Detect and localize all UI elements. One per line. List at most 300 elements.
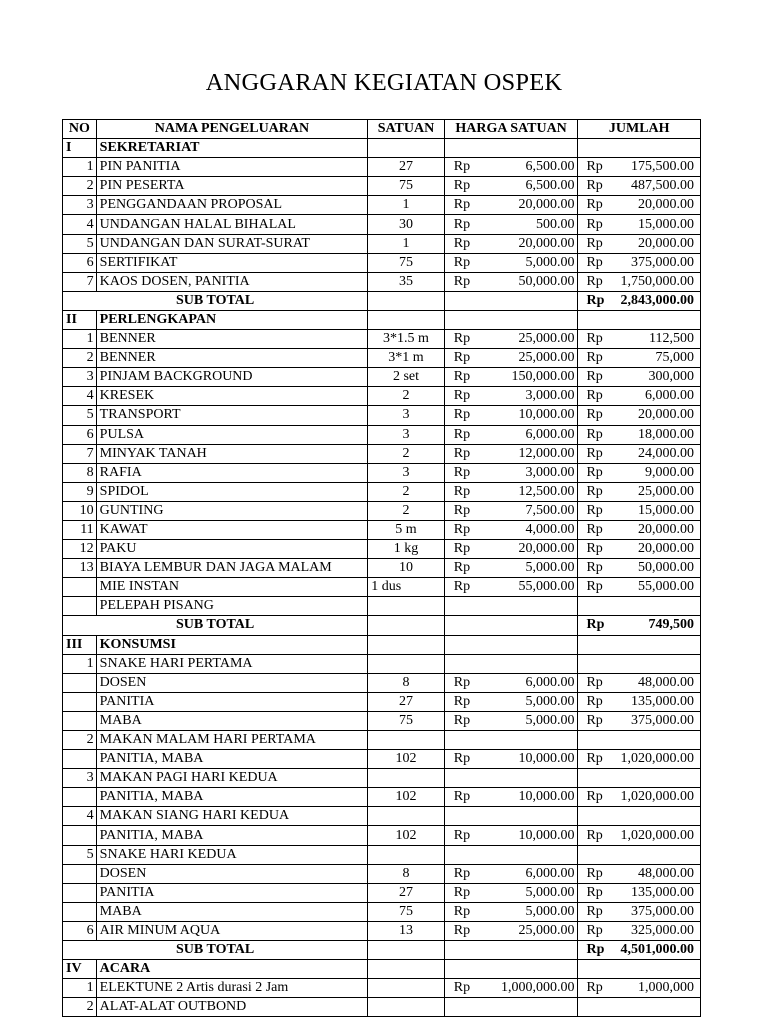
subtotal-value <box>578 941 701 960</box>
item-satuan <box>368 998 445 1017</box>
currency-label: Rp <box>586 579 603 595</box>
section-number: II <box>63 310 97 329</box>
currency-label: Rp <box>586 159 603 175</box>
item-harga <box>444 482 578 501</box>
item-name: PANITIA <box>96 692 368 711</box>
item-jumlah <box>578 368 701 387</box>
amount-value: 3,000.00 <box>525 464 575 480</box>
item-number <box>63 578 97 597</box>
item-number <box>63 673 97 692</box>
empty-cell <box>578 635 701 654</box>
amount-value: 500.00 <box>535 216 575 232</box>
item-jumlah <box>578 769 701 788</box>
table-row <box>63 444 701 463</box>
amount-value: 4,000.00 <box>525 522 575 538</box>
item-satuan: 5 m <box>368 520 445 539</box>
empty-cell <box>444 616 578 635</box>
currency-label: Rp <box>586 693 603 709</box>
item-number: 2 <box>63 349 97 368</box>
currency-label: Rp <box>586 292 605 308</box>
item-name: SNAKE HARI PERTAMA <box>96 654 368 673</box>
empty-cell <box>368 139 445 158</box>
amount-value: 15,000.00 <box>638 502 694 518</box>
table-row <box>63 330 701 349</box>
item-harga <box>444 979 578 998</box>
item-name: SNAKE HARI KEDUA <box>96 845 368 864</box>
item-jumlah <box>578 921 701 940</box>
item-jumlah <box>578 692 701 711</box>
currency-label: Rp <box>586 789 603 805</box>
amount-value: 20,000.00 <box>518 235 575 251</box>
currency-label: Rp <box>586 273 603 289</box>
currency-label: Rp <box>453 980 471 996</box>
currency-label: Rp <box>586 865 603 881</box>
amount-value: 5,000.00 <box>525 884 575 900</box>
currency-label: Rp <box>453 331 471 347</box>
subtotal-value <box>578 291 701 310</box>
item-name: MINYAK TANAH <box>96 444 368 463</box>
amount-value: 50,000.00 <box>638 560 694 576</box>
item-harga <box>444 196 578 215</box>
table-row <box>63 902 701 921</box>
currency-label: Rp <box>453 903 471 919</box>
header-name: NAMA PENGELUARAN <box>96 120 368 139</box>
item-jumlah <box>578 864 701 883</box>
item-harga <box>444 463 578 482</box>
item-number: 4 <box>63 387 97 406</box>
item-harga <box>444 750 578 769</box>
item-satuan: 13 <box>368 921 445 940</box>
item-number: 4 <box>63 807 97 826</box>
item-number: 4 <box>63 215 97 234</box>
item-jumlah <box>578 501 701 520</box>
table-row <box>63 845 701 864</box>
currency-label: Rp <box>586 712 603 728</box>
item-number: 8 <box>63 463 97 482</box>
currency-label: Rp <box>453 502 471 518</box>
item-harga <box>444 711 578 730</box>
item-name: RAFIA <box>96 463 368 482</box>
item-satuan: 2 <box>368 482 445 501</box>
header-no: NO <box>63 120 97 139</box>
amount-value: 300,000 <box>648 369 694 385</box>
item-number: 5 <box>63 234 97 253</box>
currency-label: Rp <box>453 407 471 423</box>
item-satuan: 8 <box>368 864 445 883</box>
amount-value: 1,000,000 <box>638 980 694 996</box>
table-row <box>63 158 701 177</box>
item-jumlah <box>578 597 701 616</box>
item-number: 7 <box>63 444 97 463</box>
currency-label: Rp <box>586 903 603 919</box>
amount-value: 375,000.00 <box>631 712 694 728</box>
currency-label: Rp <box>586 464 603 480</box>
item-jumlah <box>578 711 701 730</box>
header-satuan: SATUAN <box>368 120 445 139</box>
amount-value: 6,000.00 <box>525 865 575 881</box>
amount-value: 20,000.00 <box>638 522 694 538</box>
item-number <box>63 750 97 769</box>
item-jumlah <box>578 788 701 807</box>
currency-label: Rp <box>586 617 605 633</box>
item-jumlah <box>578 253 701 272</box>
item-harga <box>444 826 578 845</box>
amount-value: 175,500.00 <box>631 159 694 175</box>
currency-label: Rp <box>453 865 471 881</box>
item-name: SPIDOL <box>96 482 368 501</box>
empty-cell <box>368 941 445 960</box>
item-satuan <box>368 731 445 750</box>
item-name: BENNER <box>96 330 368 349</box>
item-name: UNDANGAN HALAL BIHALAL <box>96 215 368 234</box>
item-number: 9 <box>63 482 97 501</box>
amount-value: 20,000.00 <box>638 235 694 251</box>
item-name: MAKAN SIANG HARI KEDUA <box>96 807 368 826</box>
item-jumlah <box>578 654 701 673</box>
item-satuan <box>368 769 445 788</box>
table-row <box>63 864 701 883</box>
table-row <box>63 692 701 711</box>
currency-label: Rp <box>586 522 603 538</box>
item-number: 7 <box>63 272 97 291</box>
amount-value: 20,000.00 <box>518 197 575 213</box>
item-name: PANITIA, MABA <box>96 788 368 807</box>
amount-value: 18,000.00 <box>638 426 694 442</box>
item-jumlah <box>578 540 701 559</box>
item-jumlah <box>578 845 701 864</box>
currency-label: Rp <box>453 827 471 843</box>
currency-label: Rp <box>453 350 471 366</box>
header-jumlah: JUMLAH <box>578 120 701 139</box>
item-satuan: 27 <box>368 883 445 902</box>
currency-label: Rp <box>586 350 603 366</box>
item-number: 1 <box>63 979 97 998</box>
item-jumlah <box>578 883 701 902</box>
table-row <box>63 654 701 673</box>
item-harga <box>444 769 578 788</box>
table-body <box>63 139 701 1017</box>
currency-label: Rp <box>453 445 471 461</box>
item-harga <box>444 692 578 711</box>
currency-label: Rp <box>586 369 603 385</box>
item-number: 3 <box>63 368 97 387</box>
item-jumlah <box>578 902 701 921</box>
item-satuan <box>368 597 445 616</box>
item-satuan <box>368 979 445 998</box>
amount-value: 1,020,000.00 <box>620 751 694 767</box>
item-name: MAKAN MALAM HARI PERTAMA <box>96 731 368 750</box>
item-name: PIN PANITIA <box>96 158 368 177</box>
item-jumlah <box>578 578 701 597</box>
currency-label: Rp <box>586 674 603 690</box>
empty-cell <box>368 310 445 329</box>
item-harga <box>444 654 578 673</box>
subtotal-row <box>63 941 701 960</box>
table-row <box>63 673 701 692</box>
table-header-row <box>63 120 701 139</box>
item-jumlah <box>578 330 701 349</box>
currency-label: Rp <box>586 388 603 404</box>
item-jumlah <box>578 196 701 215</box>
section-number: IV <box>63 960 97 979</box>
amount-value: 55,000.00 <box>638 579 694 595</box>
amount-value: 25,000.00 <box>518 922 575 938</box>
item-harga <box>444 559 578 578</box>
amount-value: 20,000.00 <box>518 541 575 557</box>
currency-label: Rp <box>586 751 603 767</box>
item-satuan: 3*1 m <box>368 349 445 368</box>
item-satuan: 75 <box>368 253 445 272</box>
item-harga <box>444 520 578 539</box>
item-name: PAKU <box>96 540 368 559</box>
amount-value: 15,000.00 <box>638 216 694 232</box>
item-satuan: 1 <box>368 234 445 253</box>
item-satuan <box>368 845 445 864</box>
currency-label: Rp <box>586 178 603 194</box>
amount-value: 6,500.00 <box>525 178 575 194</box>
table-row <box>63 769 701 788</box>
table-row <box>63 177 701 196</box>
item-satuan: 2 <box>368 387 445 406</box>
subtotal-row <box>63 291 701 310</box>
amount-value: 135,000.00 <box>631 884 694 900</box>
item-number: 3 <box>63 769 97 788</box>
currency-label: Rp <box>453 541 471 557</box>
table-row <box>63 807 701 826</box>
amount-value: 749,500 <box>648 617 694 633</box>
item-number <box>63 711 97 730</box>
currency-label: Rp <box>586 942 605 958</box>
item-satuan: 27 <box>368 158 445 177</box>
currency-label: Rp <box>586 980 603 996</box>
table-row <box>63 826 701 845</box>
currency-label: Rp <box>453 464 471 480</box>
amount-value: 1,020,000.00 <box>620 789 694 805</box>
item-name: PELEPAH PISANG <box>96 597 368 616</box>
currency-label: Rp <box>586 827 603 843</box>
item-number <box>63 864 97 883</box>
amount-value: 6,000.00 <box>525 426 575 442</box>
amount-value: 325,000.00 <box>631 922 694 938</box>
currency-label: Rp <box>453 789 471 805</box>
item-jumlah <box>578 406 701 425</box>
item-number: 3 <box>63 196 97 215</box>
item-harga <box>444 215 578 234</box>
item-name: UNDANGAN DAN SURAT-SURAT <box>96 234 368 253</box>
currency-label: Rp <box>453 579 471 595</box>
item-harga <box>444 883 578 902</box>
item-name: BENNER <box>96 349 368 368</box>
empty-cell <box>444 960 578 979</box>
item-satuan: 102 <box>368 750 445 769</box>
item-jumlah <box>578 349 701 368</box>
item-jumlah <box>578 234 701 253</box>
amount-value: 25,000.00 <box>518 350 575 366</box>
item-jumlah <box>578 559 701 578</box>
item-name: BIAYA LEMBUR DAN JAGA MALAM <box>96 559 368 578</box>
table-row <box>63 406 701 425</box>
item-harga <box>444 864 578 883</box>
item-name: MIE INSTAN <box>96 578 368 597</box>
item-number: 6 <box>63 921 97 940</box>
section-title: ACARA <box>96 960 368 979</box>
table-row <box>63 883 701 902</box>
item-name: TRANSPORT <box>96 406 368 425</box>
table-row <box>63 750 701 769</box>
item-satuan: 1 kg <box>368 540 445 559</box>
subtotal-label: SUB TOTAL <box>63 291 368 310</box>
amount-value: 10,000.00 <box>518 789 575 805</box>
table-row <box>63 196 701 215</box>
item-satuan: 1 <box>368 196 445 215</box>
table-row <box>63 272 701 291</box>
table-row <box>63 253 701 272</box>
item-harga <box>444 540 578 559</box>
amount-value: 10,000.00 <box>518 827 575 843</box>
table-row <box>63 368 701 387</box>
empty-cell <box>578 139 701 158</box>
subtotal-label: SUB TOTAL <box>63 616 368 635</box>
empty-cell <box>578 960 701 979</box>
table-row <box>63 559 701 578</box>
item-jumlah <box>578 444 701 463</box>
item-jumlah <box>578 807 701 826</box>
amount-value: 5,000.00 <box>525 254 575 270</box>
table-row <box>63 578 701 597</box>
item-satuan <box>368 807 445 826</box>
amount-value: 25,000.00 <box>638 483 694 499</box>
item-number <box>63 826 97 845</box>
amount-value: 25,000.00 <box>518 331 575 347</box>
item-name: PENGGANDAAN PROPOSAL <box>96 196 368 215</box>
currency-label: Rp <box>586 407 603 423</box>
item-name: ELEKTUNE 2 Artis durasi 2 Jam <box>96 979 368 998</box>
item-harga <box>444 578 578 597</box>
item-jumlah <box>578 826 701 845</box>
item-harga <box>444 444 578 463</box>
item-satuan: 2 <box>368 444 445 463</box>
item-satuan: 1 dus <box>368 578 445 597</box>
item-name: PANITIA <box>96 883 368 902</box>
item-harga <box>444 501 578 520</box>
item-jumlah <box>578 463 701 482</box>
item-harga <box>444 902 578 921</box>
item-number <box>63 883 97 902</box>
currency-label: Rp <box>586 235 603 251</box>
section-row <box>63 139 701 158</box>
item-jumlah <box>578 215 701 234</box>
item-satuan: 3 <box>368 425 445 444</box>
item-satuan: 2 set <box>368 368 445 387</box>
item-name: PIN PESERTA <box>96 177 368 196</box>
item-harga <box>444 330 578 349</box>
amount-value: 375,000.00 <box>631 903 694 919</box>
item-harga <box>444 921 578 940</box>
item-harga <box>444 807 578 826</box>
currency-label: Rp <box>453 922 471 938</box>
empty-cell <box>444 291 578 310</box>
currency-label: Rp <box>453 693 471 709</box>
subtotal-row <box>63 616 701 635</box>
item-harga <box>444 673 578 692</box>
item-number <box>63 692 97 711</box>
document-title: ANGGARAN KEGIATAN OSPEK <box>205 69 563 96</box>
amount-value: 487,500.00 <box>631 178 694 194</box>
amount-value: 112,500 <box>649 331 694 347</box>
item-jumlah <box>578 998 701 1017</box>
amount-value: 6,000.00 <box>525 674 575 690</box>
item-jumlah <box>578 482 701 501</box>
item-name: GUNTING <box>96 501 368 520</box>
item-name: MAKAN PAGI HARI KEDUA <box>96 769 368 788</box>
table-row <box>63 215 701 234</box>
table-row <box>63 349 701 368</box>
currency-label: Rp <box>453 159 471 175</box>
amount-value: 20,000.00 <box>638 407 694 423</box>
amount-value: 55,000.00 <box>518 579 575 595</box>
item-jumlah <box>578 177 701 196</box>
item-satuan: 102 <box>368 788 445 807</box>
item-satuan: 27 <box>368 692 445 711</box>
item-harga <box>444 387 578 406</box>
section-row <box>63 310 701 329</box>
item-harga <box>444 788 578 807</box>
currency-label: Rp <box>453 178 471 194</box>
item-satuan: 75 <box>368 711 445 730</box>
amount-value: 12,000.00 <box>518 445 575 461</box>
item-satuan <box>368 654 445 673</box>
amount-value: 1,000,000.00 <box>500 980 575 996</box>
table-row <box>63 998 701 1017</box>
currency-label: Rp <box>453 483 471 499</box>
item-satuan: 8 <box>368 673 445 692</box>
amount-value: 2,843,000.00 <box>620 292 694 308</box>
currency-label: Rp <box>453 254 471 270</box>
item-name: DOSEN <box>96 673 368 692</box>
item-jumlah <box>578 158 701 177</box>
item-satuan: 3 <box>368 463 445 482</box>
item-number: 2 <box>63 998 97 1017</box>
amount-value: 10,000.00 <box>518 407 575 423</box>
amount-value: 48,000.00 <box>638 865 694 881</box>
item-jumlah <box>578 750 701 769</box>
amount-value: 135,000.00 <box>631 693 694 709</box>
item-jumlah <box>578 272 701 291</box>
item-name: SERTIFIKAT <box>96 253 368 272</box>
item-satuan: 3 <box>368 406 445 425</box>
item-jumlah <box>578 425 701 444</box>
item-harga <box>444 349 578 368</box>
currency-label: Rp <box>453 674 471 690</box>
item-number <box>63 597 97 616</box>
subtotal-value <box>578 616 701 635</box>
item-satuan: 75 <box>368 177 445 196</box>
amount-value: 6,000.00 <box>645 388 694 404</box>
item-jumlah <box>578 979 701 998</box>
item-number: 1 <box>63 158 97 177</box>
section-title: PERLENGKAPAN <box>96 310 368 329</box>
item-satuan: 30 <box>368 215 445 234</box>
currency-label: Rp <box>453 388 471 404</box>
currency-label: Rp <box>453 426 471 442</box>
item-number: 6 <box>63 253 97 272</box>
section-title: SEKRETARIAT <box>96 139 368 158</box>
item-number: 2 <box>63 177 97 196</box>
currency-label: Rp <box>586 254 603 270</box>
item-satuan: 75 <box>368 902 445 921</box>
empty-cell <box>368 616 445 635</box>
item-satuan: 35 <box>368 272 445 291</box>
